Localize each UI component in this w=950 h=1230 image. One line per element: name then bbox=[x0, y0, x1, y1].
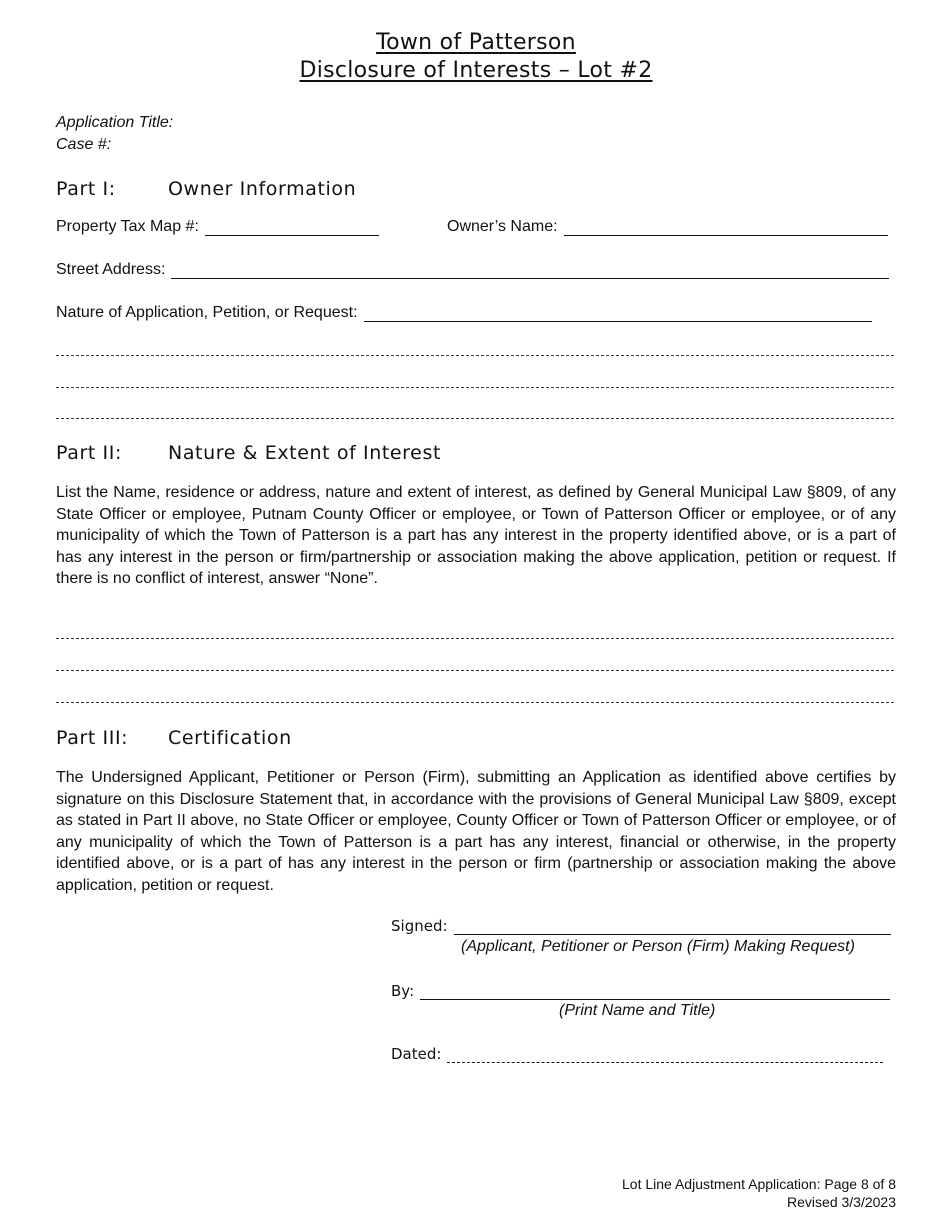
owner-name-input-line[interactable] bbox=[564, 221, 888, 236]
case-number-label: Case #: bbox=[56, 136, 112, 153]
part1-number: Part I: bbox=[56, 178, 116, 200]
dated-label: Dated: bbox=[391, 1045, 442, 1063]
street-address-label: Street Address: bbox=[56, 261, 166, 278]
part3-title: Certification bbox=[168, 727, 292, 749]
nature-blank-line-2[interactable] bbox=[56, 387, 894, 388]
part1-heading bbox=[56, 178, 356, 200]
print-name-line[interactable] bbox=[420, 985, 890, 1000]
nature-blank-line-1[interactable] bbox=[56, 355, 894, 356]
signature-line[interactable] bbox=[454, 920, 891, 935]
nature-of-application-label: Nature of Application, Petition, or Request: bbox=[56, 304, 358, 321]
part2-title: Nature & Extent of Interest bbox=[168, 442, 442, 464]
by-label: By: bbox=[391, 982, 415, 1000]
nature-blank-line-3[interactable] bbox=[56, 418, 894, 419]
document-title-town: Town of Patterson bbox=[376, 30, 576, 55]
certification-statement: The Undersigned Applicant, Petitioner or Person (Firm), submitting an Application as identified above certifies by signature on this Disclosure Statement that, in accordance with the provisions of General Municipal Law §809, except as stated in Part II above, no State Officer or employee, County Officer or Town of Patterson Officer or employee, or of any municipality of which the Town of Patterson is a part has any interest, financial or otherwise, in the property identified above, or is a part of has any interest in the person or firm (partnership or association making the above application, petition or request. bbox=[56, 769, 896, 894]
tax-map-label: Property Tax Map #: bbox=[56, 218, 199, 235]
signed-field[interactable] bbox=[391, 917, 891, 935]
part3-heading bbox=[56, 727, 292, 749]
tax-map-input-line[interactable] bbox=[205, 221, 379, 236]
part2-heading bbox=[56, 442, 441, 464]
application-title-label: Application Title: bbox=[56, 114, 174, 131]
footer-page-info: Lot Line Adjustment Application: Page 8 of 8 bbox=[622, 1176, 896, 1192]
interest-blank-line-3[interactable] bbox=[56, 702, 894, 703]
document-page bbox=[56, 0, 896, 1230]
footer-revised-date: Revised 3/3/2023 bbox=[787, 1194, 896, 1210]
part3-number: Part III: bbox=[56, 727, 129, 749]
signed-caption: (Applicant, Petitioner or Person (Firm) Making Request) bbox=[461, 938, 855, 955]
by-field[interactable] bbox=[391, 982, 890, 1000]
part2-instructions: List the Name, residence or address, nature and extent of interest, as defined by General Municipal Law §809, of any State Officer or employee, Putnam County Officer or employee, or Town of Patterson Officer or employee, or of any municipality of which the Town of Patterson is a part has any interest in the property identified above, or is a part of has any interest in the person or firm/partnership or association making the above application, petition or request. If there is no conflict of interest, answer “None”. bbox=[56, 484, 896, 587]
street-address-field[interactable] bbox=[56, 261, 889, 279]
dated-field[interactable] bbox=[391, 1045, 883, 1063]
nature-input-line[interactable] bbox=[364, 307, 872, 322]
tax-map-field[interactable] bbox=[56, 218, 379, 236]
document-title-disclosure: Disclosure of Interests – Lot #2 bbox=[299, 58, 653, 83]
nature-of-application-field[interactable] bbox=[56, 304, 872, 322]
by-caption: (Print Name and Title) bbox=[559, 1002, 716, 1019]
interest-blank-line-2[interactable] bbox=[56, 670, 894, 671]
interest-blank-line-1[interactable] bbox=[56, 638, 894, 639]
date-line[interactable] bbox=[447, 1048, 883, 1063]
part2-number: Part II: bbox=[56, 442, 122, 464]
street-address-input-line[interactable] bbox=[171, 264, 889, 279]
part1-title: Owner Information bbox=[168, 178, 357, 200]
signed-label: Signed: bbox=[391, 917, 448, 935]
owner-name-field[interactable] bbox=[447, 218, 888, 236]
owner-name-label: Owner’s Name: bbox=[447, 218, 558, 235]
